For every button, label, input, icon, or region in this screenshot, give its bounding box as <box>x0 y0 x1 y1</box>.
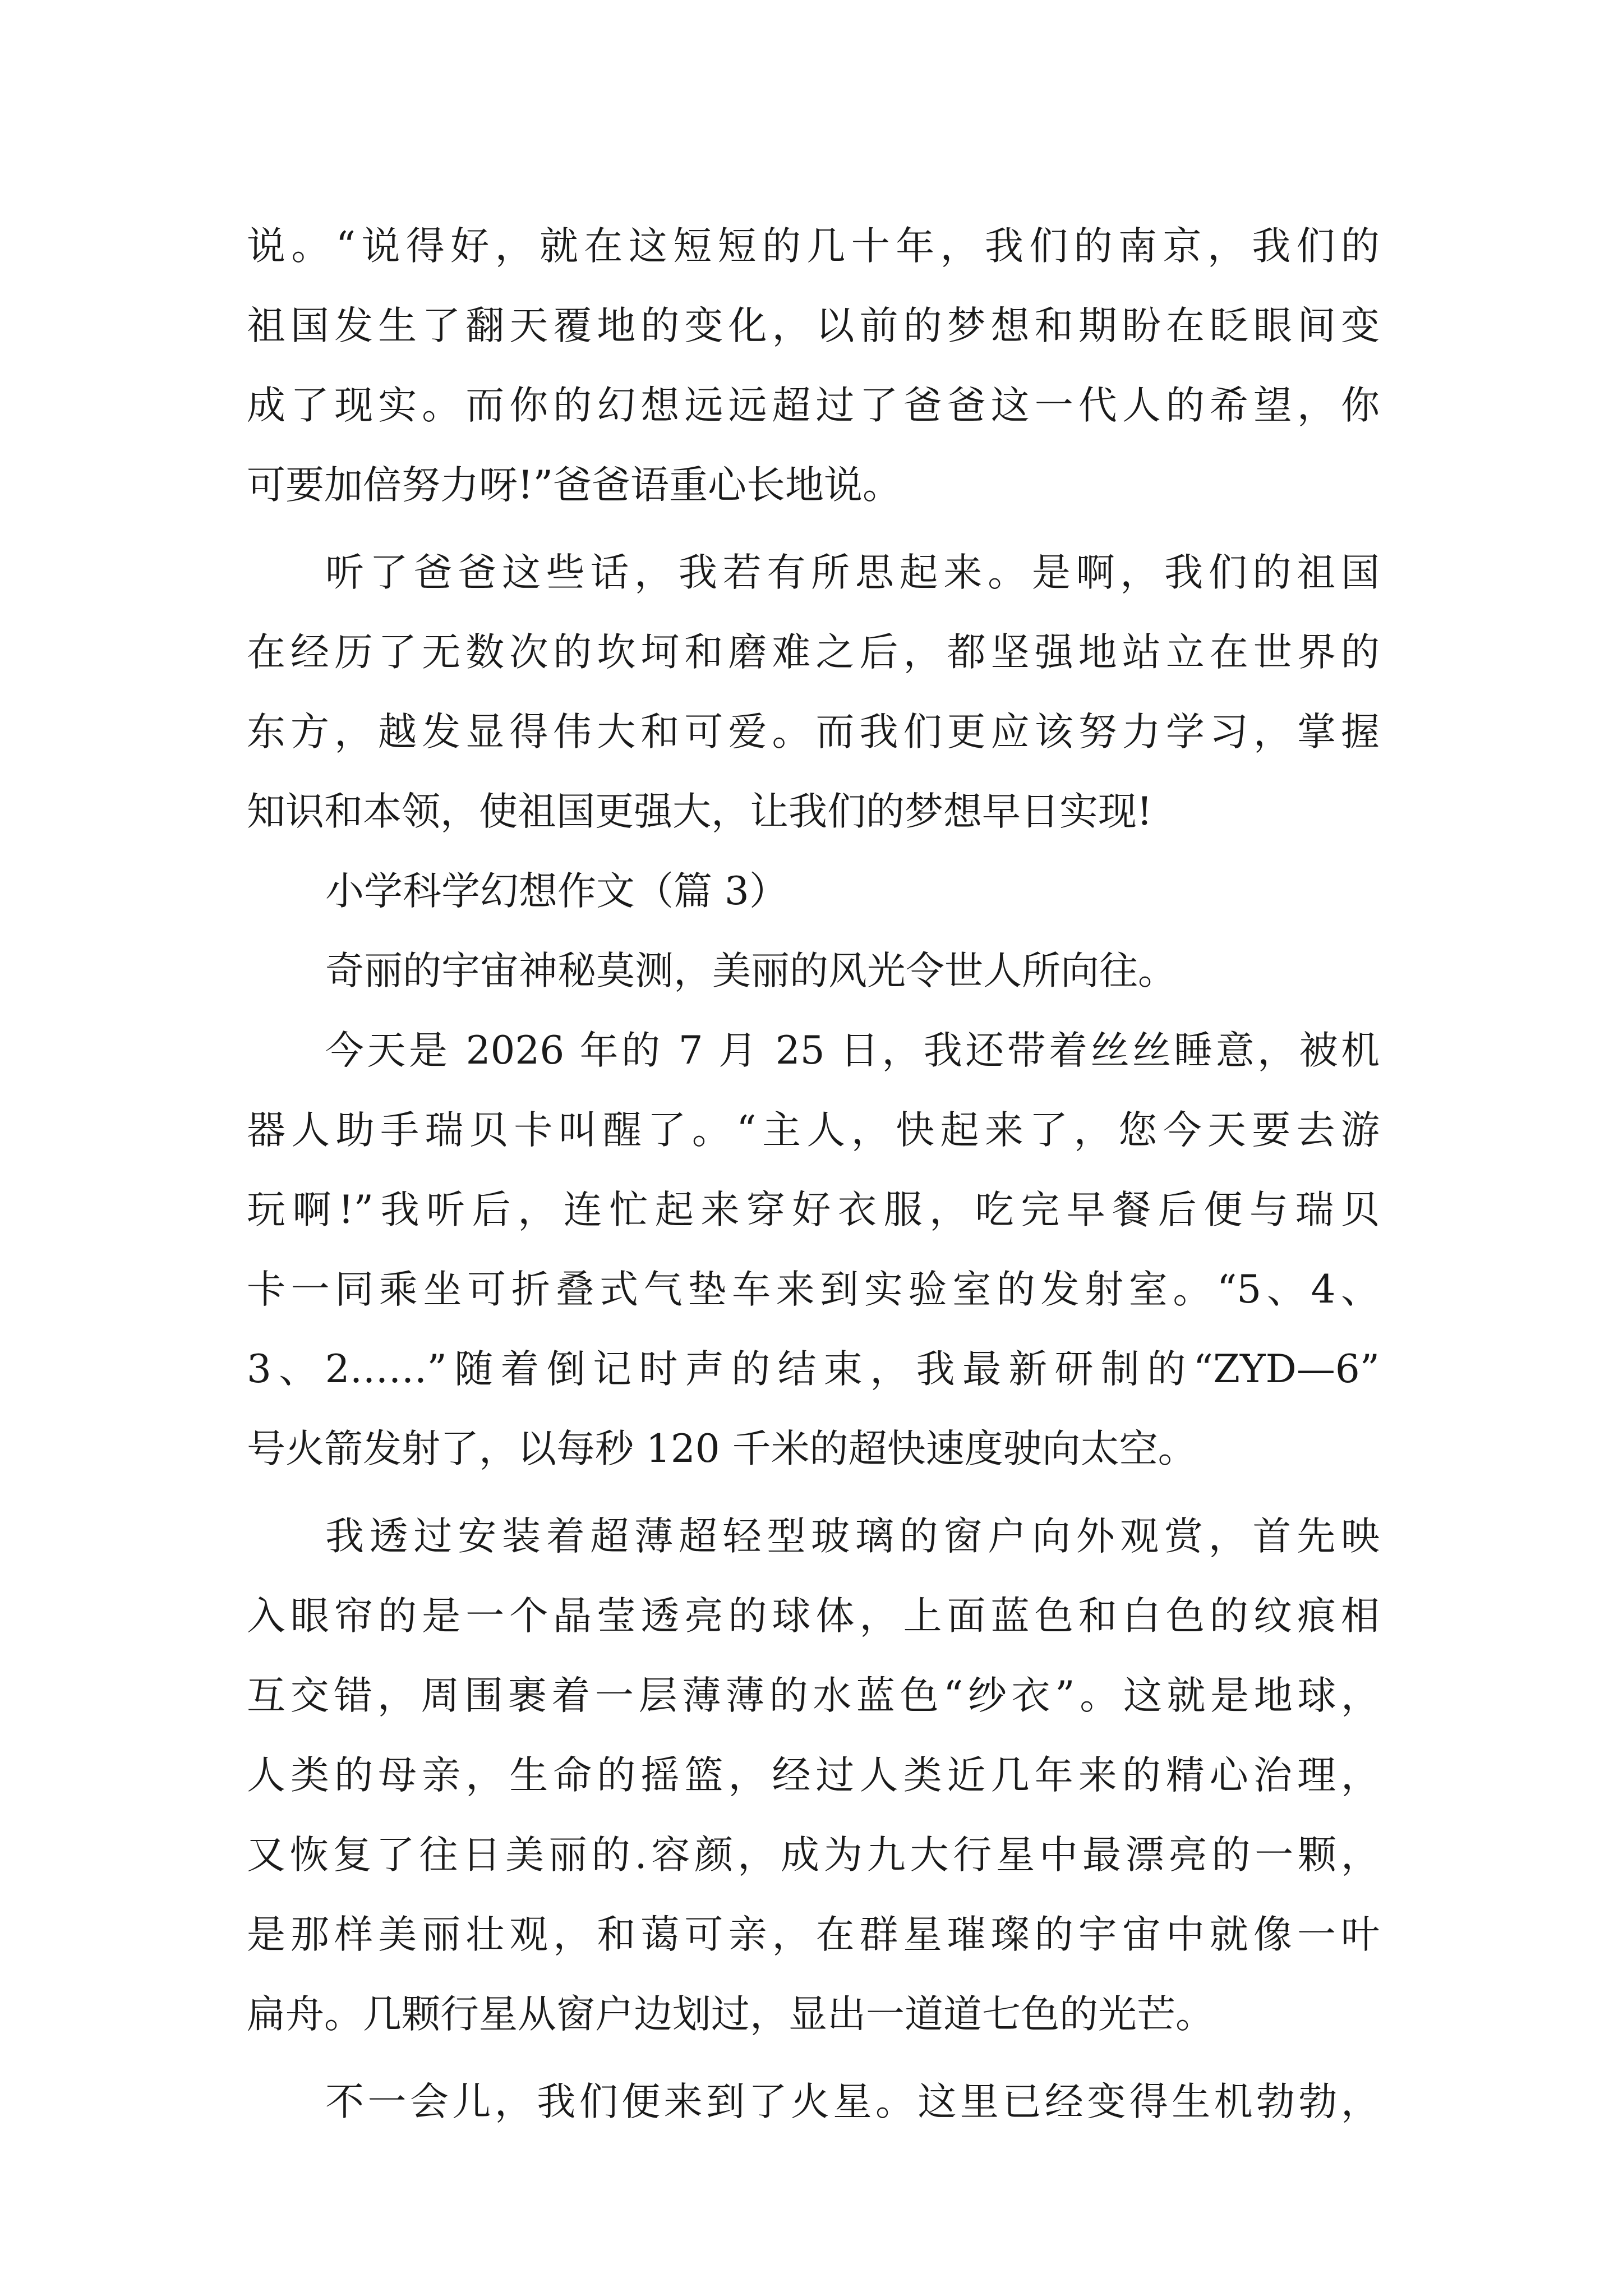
text-line: 卡一同乘坐可折叠式气垫车来到实验室的发射室。“5、4、 <box>247 1267 1380 1312</box>
text-line: 我透过安装着超薄超轻型玻璃的窗户向外观赏，首先映 <box>325 1514 1380 1559</box>
text-line: 奇丽的宇宙神秘莫测，美丽的风光令世人所向往。 <box>325 949 1177 993</box>
document-body <box>247 206 1380 2142</box>
text-line: 是那样美丽壮观，和蔼可亲，在群星璀璨的宇宙中就像一叶 <box>247 1912 1380 1957</box>
text-line: 听了爸爸这些话，我若有所思起来。是啊，我们的祖国 <box>325 550 1380 595</box>
text-line: 入眼帘的是一个晶莹透亮的球体，上面蓝色和白色的纹痕相 <box>247 1594 1380 1639</box>
text-line: 东方，越发显得伟大和可爱。而我们更应该努力学习，掌握 <box>247 710 1380 754</box>
text-line: 器人助手瑞贝卡叫醒了。“主人，快起来了，您今天要去游 <box>247 1108 1380 1153</box>
text-line: 小学科学幻想作文（篇 3） <box>325 869 788 914</box>
text-line: 祖国发生了翻天覆地的变化，以前的梦想和期盼在眨眼间变 <box>247 303 1380 348</box>
text-line: 今天是 2026 年的 7 月 25 日，我还带着丝丝睡意，被机 <box>325 1028 1380 1073</box>
text-line: 3、2……”随着倒记时声的结束，我最新研制的“ZYD—6” <box>247 1347 1380 1392</box>
text-line: 知识和本领，使祖国更强大，让我们的梦想早日实现! <box>247 789 1152 834</box>
text-line: 互交错，周围裹着一层薄薄的水蓝色“纱衣”。这就是地球， <box>247 1673 1380 1718</box>
text-line: 说。“说得好，就在这短短的几十年，我们的南京，我们的 <box>247 224 1380 269</box>
text-line: 成了现实。而你的幻想远远超过了爸爸这一代人的希望，你 <box>247 383 1380 428</box>
text-line: 玩啊!”我听后，连忙起来穿好衣服，吃完早餐后便与瑞贝 <box>247 1188 1380 1232</box>
text-line: 在经历了无数次的坎坷和磨难之后，都坚强地站立在世界的 <box>247 630 1380 675</box>
text-line: 号火箭发射了，以每秒 120 千米的超快速度驶向太空。 <box>247 1427 1197 1471</box>
text-line: 扁舟。几颗行星从窗户边划过，显出一道道七色的光芒。 <box>247 1992 1214 2037</box>
text-line: 不一会儿，我们便来到了火星。这里已经变得生机勃勃， <box>325 2079 1380 2124</box>
text-line: 又恢复了往日美丽的.容颜，成为九大行星中最漂亮的一颗， <box>247 1833 1380 1878</box>
text-line: 可要加倍努力呀!”爸爸语重心长地说。 <box>247 463 902 508</box>
text-line: 人类的母亲，生命的摇篮，经过人类近几年来的精心治理， <box>247 1753 1380 1798</box>
